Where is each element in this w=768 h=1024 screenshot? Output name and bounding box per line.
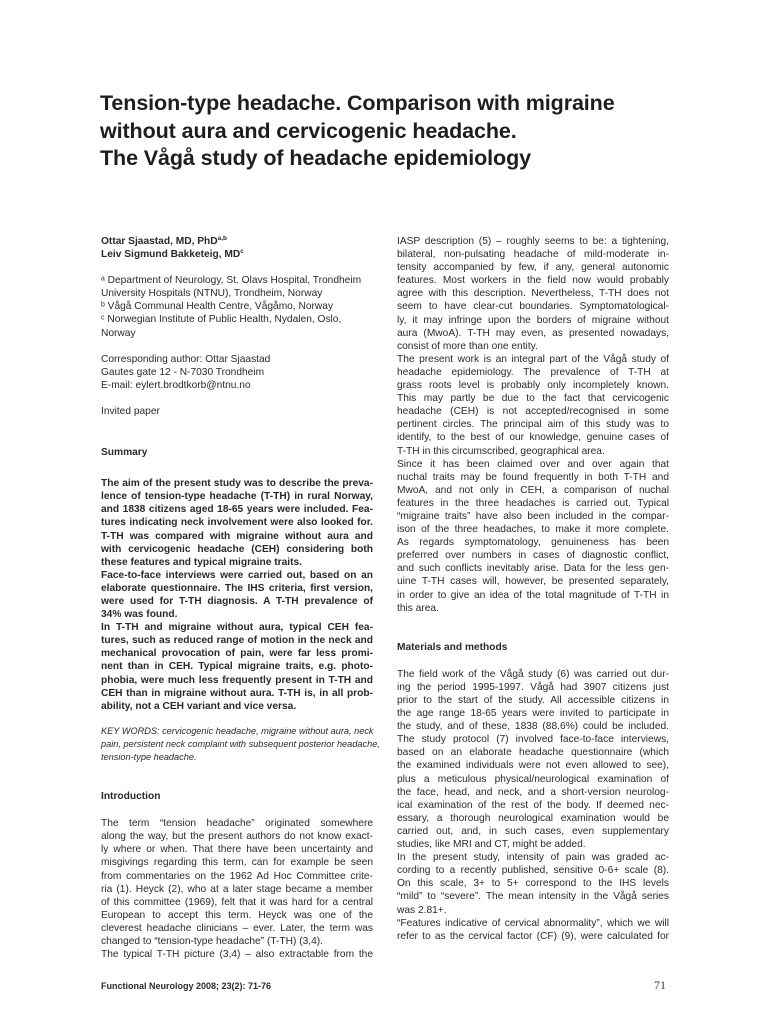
summary-line: T-TH was compared with migraine without aura and — [101, 530, 373, 542]
intro-line: changed to “tension-type headache” (T-TH) (3,4). — [101, 936, 323, 948]
summary-line: tures, such as reduced range of motion in the neck and — [101, 635, 373, 647]
right-intro-line: “migraine traits” have also been included in the compar- — [397, 510, 669, 522]
right-intro-line: Since it has been claimed over and over again that — [397, 458, 669, 470]
intro-line: The term “tension headache” originated somewhere — [101, 818, 373, 830]
right-intro-line: this area. — [397, 602, 439, 614]
methods-line: the age range 18-65 years were invited to participate in — [397, 708, 669, 720]
keywords-line: pain, persistent neck complaint with subsequent posterior headache, — [101, 738, 380, 749]
methods-line: On this scale, 3+ to 5+ correspond to the IHS levels — [397, 878, 669, 890]
right-intro-line: seem to have clear-cut boundaries. Symptomatological- — [397, 301, 669, 313]
summary-line: mechanical provocation of pain, were far less promi- — [101, 648, 373, 660]
summary-line: phobia, were much less frequently present in T-TH and — [101, 674, 373, 686]
correspondence-line: Gautes gate 12 - N-7030 Trondheim — [101, 366, 265, 378]
right-intro-line: consist of more than one entity. — [397, 340, 538, 352]
methods-line: based on an elaborate headache questionnaire (which — [397, 747, 669, 759]
methods-line: was 2.81+. — [397, 904, 447, 916]
summary-line: lence of tension-type headache (T-TH) in rural Norway, — [101, 491, 373, 503]
intro-line: of this committee (1969), felt that it was hard for a central — [101, 896, 373, 908]
author-1-name: Ottar Sjaastad, MD, PhD — [101, 236, 218, 247]
author-1-sup: a,b — [217, 235, 228, 242]
methods-line: the examined individuals were not even allowed to see), — [397, 760, 669, 772]
methods-text — [397, 668, 669, 943]
author-2-name: Leiv Sigmund Bakketeig, MD — [101, 249, 241, 261]
right-intro-line: uine T-TH cases will, however, be presented separately, — [397, 576, 669, 588]
methods-line: “mild” to “severe”. The mean intensity in the Vågå series — [397, 891, 669, 903]
article-title — [100, 90, 700, 173]
right-intro-text — [397, 235, 669, 615]
right-intro-line: As regards symptomatology, genuineness has been — [397, 537, 669, 549]
correspondence-line: Corresponding author: Ottar Sjaastad — [101, 353, 271, 365]
intro-line: ly where or when. That there have been uncertainty and — [101, 844, 373, 856]
title-line-2: without aura and cervicogenic headache. — [100, 118, 517, 143]
intro-line: European to accept this term. Heyck was one of the — [101, 909, 373, 921]
methods-line: The study protocol (7) involved face-to-face interviews, — [397, 734, 669, 746]
journal-footer: Functional Neurology 2008; 23(2): 71-76 — [101, 981, 272, 991]
summary-line: with cervicogenic headache (CEH) considering both — [101, 543, 373, 555]
author-1 — [101, 235, 373, 248]
methods-line: The field work of the Vågå study (6) was carried out dur- — [397, 668, 669, 680]
intro-line: misgivings regarding this term, can for example be seen — [101, 857, 373, 869]
right-intro-line: MwoA, and not only in CEH, a comparison of nuchal — [397, 484, 669, 496]
right-intro-line: aura (MwoA). T-TH may even, as presented nowadays, — [397, 327, 669, 339]
right-intro-line: pertinent circles. The principal aim of this study was to — [397, 419, 669, 431]
summary-line: these features and typical migraine traits. — [101, 556, 302, 568]
page-number: 71 — [654, 978, 666, 992]
right-intro-line: bilateral, non-pulsating headache of mild-moderate in- — [397, 249, 669, 261]
summary-line: and 1838 citizens aged 18-65 years were included. Fea- — [101, 504, 373, 516]
summary-text — [101, 477, 373, 713]
summary-line: were used for T-TH diagnosis. A T-TH prevalence of — [101, 595, 373, 607]
summary-line: In T-TH and migraine without aura, typical CEH fea- — [101, 622, 373, 634]
right-intro-line: tensity accompanied by few, if any, general autonomic — [397, 262, 669, 274]
methods-line: plus a meticulous physical/neurological examination of — [397, 773, 669, 785]
right-intro-line: ison of the three headaches, to make it more complete. — [397, 524, 669, 536]
affiliation-line: ᶜ Norwegian Institute of Public Health, Nydalen, Oslo, — [101, 314, 342, 326]
right-intro-line: in order to give an idea of the total magnitude of T-TH in — [397, 589, 669, 601]
keywords-line: KEY WORDS: cervicogenic headache, migraine without aura, neck — [101, 725, 374, 736]
affiliations — [101, 274, 373, 339]
right-intro-line: headache (CEH) is not accepted/recognised in some — [397, 406, 669, 418]
intro-line: cleverest headache clinicians – ever. Later, the term was — [101, 922, 373, 934]
intro-line: ria (1). Heyck (2), who at a later stage became a member — [101, 883, 373, 895]
affiliation-line: Norway — [101, 327, 136, 339]
methods-line: the study, and of these, 1838 (88.6%) could be included. — [397, 721, 669, 733]
right-intro-line: nuchal traits may be found frequently in both T-TH and — [397, 471, 669, 483]
title-line-3: The Vågå study of headache epidemiology — [100, 146, 531, 170]
summary-line: CEH than in migraine without aura. T-TH is, in all prob- — [101, 687, 373, 699]
summary-heading: Summary — [101, 447, 148, 459]
right-column — [397, 235, 669, 943]
methods-line: prior to the start of the study. All accessible citizens in — [397, 695, 669, 706]
right-intro-line: T-TH in this circumscribed, geographical area. — [397, 445, 605, 457]
methods-line: In the present study, intensity of pain was graded ac- — [397, 852, 669, 864]
intro-line: The typical T-TH picture (3,4) – also extractable from the — [101, 949, 373, 961]
right-intro-line: grass roots level is probably only incompletely known. — [397, 380, 669, 392]
author-2-sup: c — [240, 248, 244, 256]
methods-line: refer to as the cervical factor (CF) (9), were calculated for — [397, 930, 669, 942]
right-intro-line: The present work is an integral part of the Vågå study of — [397, 353, 669, 365]
methods-line: ical examination of the rest of the body. If deemed nec- — [397, 799, 669, 811]
methods-line: the face, head, and neck, and a short-version neurolog- — [397, 786, 669, 798]
left-column — [101, 235, 380, 961]
author-2 — [101, 248, 373, 261]
summary-line: tures indicating neck involvement were also looked for. — [101, 517, 373, 529]
right-intro-line: ly, it may infringe upon the borders of migraine without — [397, 314, 669, 326]
summary-line: 34% was found. — [101, 609, 178, 621]
affiliation-line: ᵇ Vågå Communal Health Centre, Vågåmo, Norway — [101, 301, 334, 313]
summary-line: nent than in CEH. Typical migraine traits, e.g. photo- — [101, 661, 373, 673]
title-line-1: Tension-type headache. Comparison with migraine — [100, 91, 615, 115]
intro-line: from commentaries on the 1962 Ad Hoc Committee crite- — [101, 870, 373, 882]
right-intro-line: IASP description (5) – roughly seems to be: a tightening, — [397, 236, 669, 247]
methods-line: cording to a recently published, sensitive 0-6+ scale (8). — [397, 865, 669, 877]
correspondence-email: E-mail: eylert.brodtkorb@ntnu.no — [101, 379, 251, 391]
summary-line: Face-to-face interviews were carried out, based on an — [101, 569, 373, 581]
introduction-heading: Introduction — [101, 791, 161, 803]
right-intro-line: agree with this description. Nevertheless, T-TH does not — [397, 288, 669, 300]
intro-line: along the way, but the present authors do not know exact- — [101, 831, 373, 843]
right-intro-line: headache epidemiology. The prevalence of T-TH at — [397, 366, 669, 378]
right-intro-line: identify, to the best of our knowledge, genuine cases of — [397, 432, 669, 444]
correspondence — [101, 353, 373, 392]
keywords — [101, 725, 380, 764]
summary-line: The aim of the present study was to describe the preva- — [101, 478, 373, 490]
affiliation-line: ᵃ Department of Neurology, St. Olavs Hospital, Trondheim — [101, 275, 362, 287]
right-intro-line: preferred over numbers in cases of diagnostic conflict, — [397, 550, 669, 562]
summary-line: ability, not a CEH variant and vice versa. — [101, 700, 297, 712]
right-intro-line: and such conflicts inevitably arise. Data for the less gen- — [397, 563, 669, 575]
methods-heading: Materials and methods — [397, 641, 508, 653]
invited-paper-label: Invited paper — [101, 405, 160, 417]
right-intro-line: features in the three headaches is carried out. Typical — [397, 497, 669, 509]
introduction-text — [101, 817, 373, 961]
methods-line: ing the period 1995-1997. Vågå had 3907 citizens just — [397, 681, 669, 693]
methods-line: carried out, and, in such cases, even supplementary — [397, 825, 669, 837]
methods-line: “Features indicative of cervical abnormality”, which we will — [397, 917, 669, 929]
summary-line: elaborate questionnaire. The IHS criteria, first version, — [101, 582, 373, 594]
methods-line: studies, like MRI and CT, might be added. — [397, 839, 586, 851]
right-intro-line: This may partly be due to the fact that cervicogenic — [397, 393, 669, 405]
affiliation-line: University Hospitals (NTNU), Trondheim, Norway — [101, 288, 323, 300]
keywords-line: tension-type headache. — [101, 752, 197, 762]
right-intro-line: features. Most workers in the field now would probably — [397, 275, 669, 287]
methods-line: essary, a thorough neurological examination would be — [397, 812, 669, 824]
